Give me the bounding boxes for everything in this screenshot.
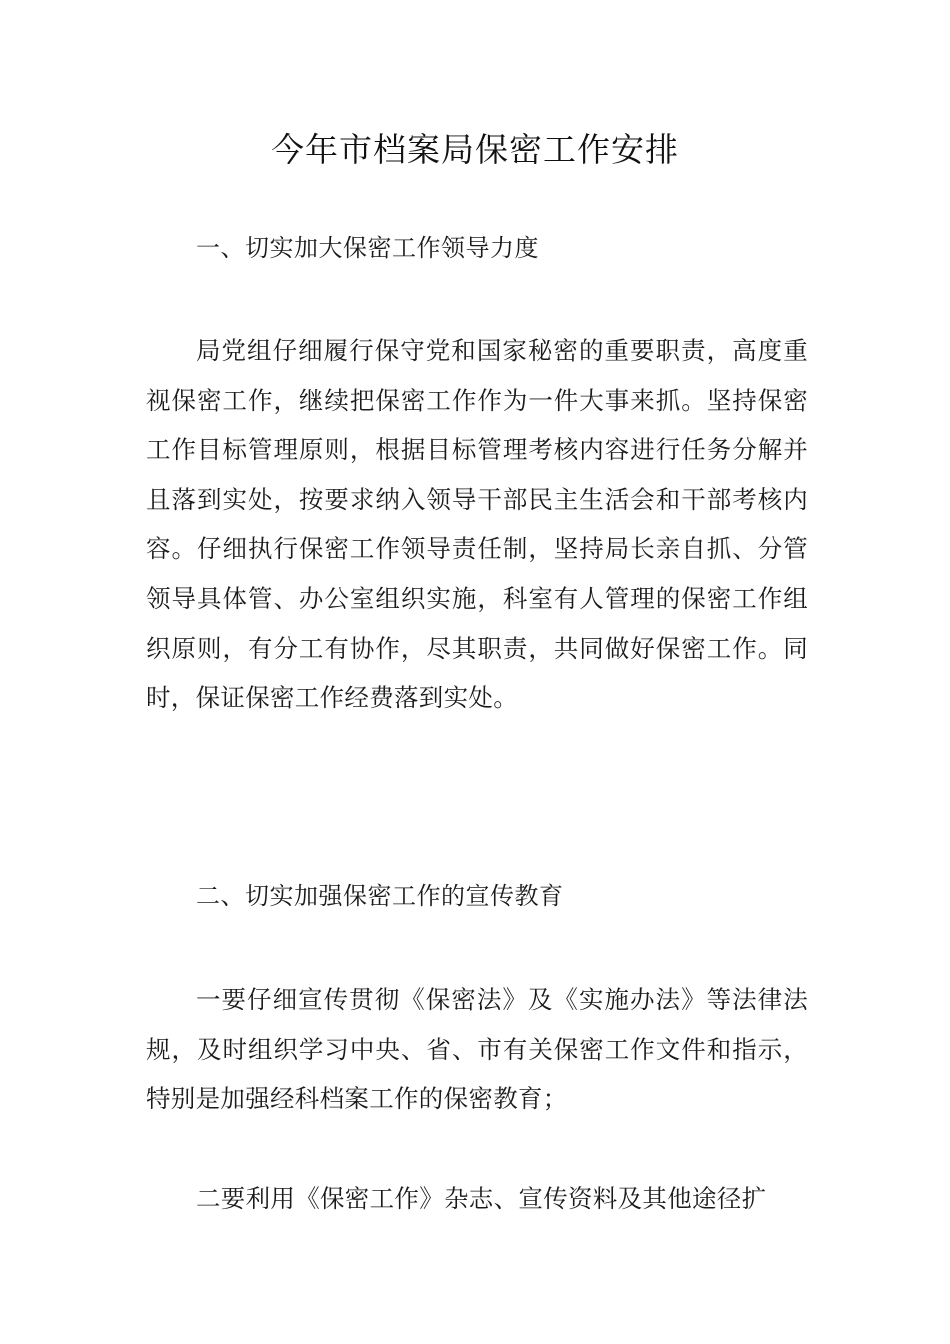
- section-heading-2: 二、切实加强保密工作的宣传教育: [196, 882, 564, 910]
- section-2-paragraph-2: 二要利用《保密工作》杂志、宣传资料及其他途径扩: [196, 1184, 767, 1213]
- section-1-paragraph-1: 局党组仔细履行保守党和国家秘密的重要职责，高度重视保密工作，继续把保密工作作为一件大事来抓。坚持保密工作目标管理原则，根据目标管理考核内容进行任务分解并且落到实处，按要求纳入领导干部民主生活会和干部考核内容。仔细执行保密工作领导责任制，坚持局长亲自抓、分管领导具体管、办公室组织实施，科室有人管理的保密工作组织原则，有分工有协作，尽其职责，共同做好保密工作。同时，保证保密工作经费落到实处。: [146, 336, 808, 713]
- section-heading-1: 一、切实加大保密工作领导力度: [196, 234, 539, 262]
- document-title: 今年市档案局保密工作安排: [271, 130, 679, 169]
- section-2-paragraph-1: 一要仔细宣传贯彻《保密法》及《实施办法》等法律法规，及时组织学习中央、省、市有关保密工作文件和指示，特别是加强经科档案工作的保密教育；: [146, 985, 808, 1114]
